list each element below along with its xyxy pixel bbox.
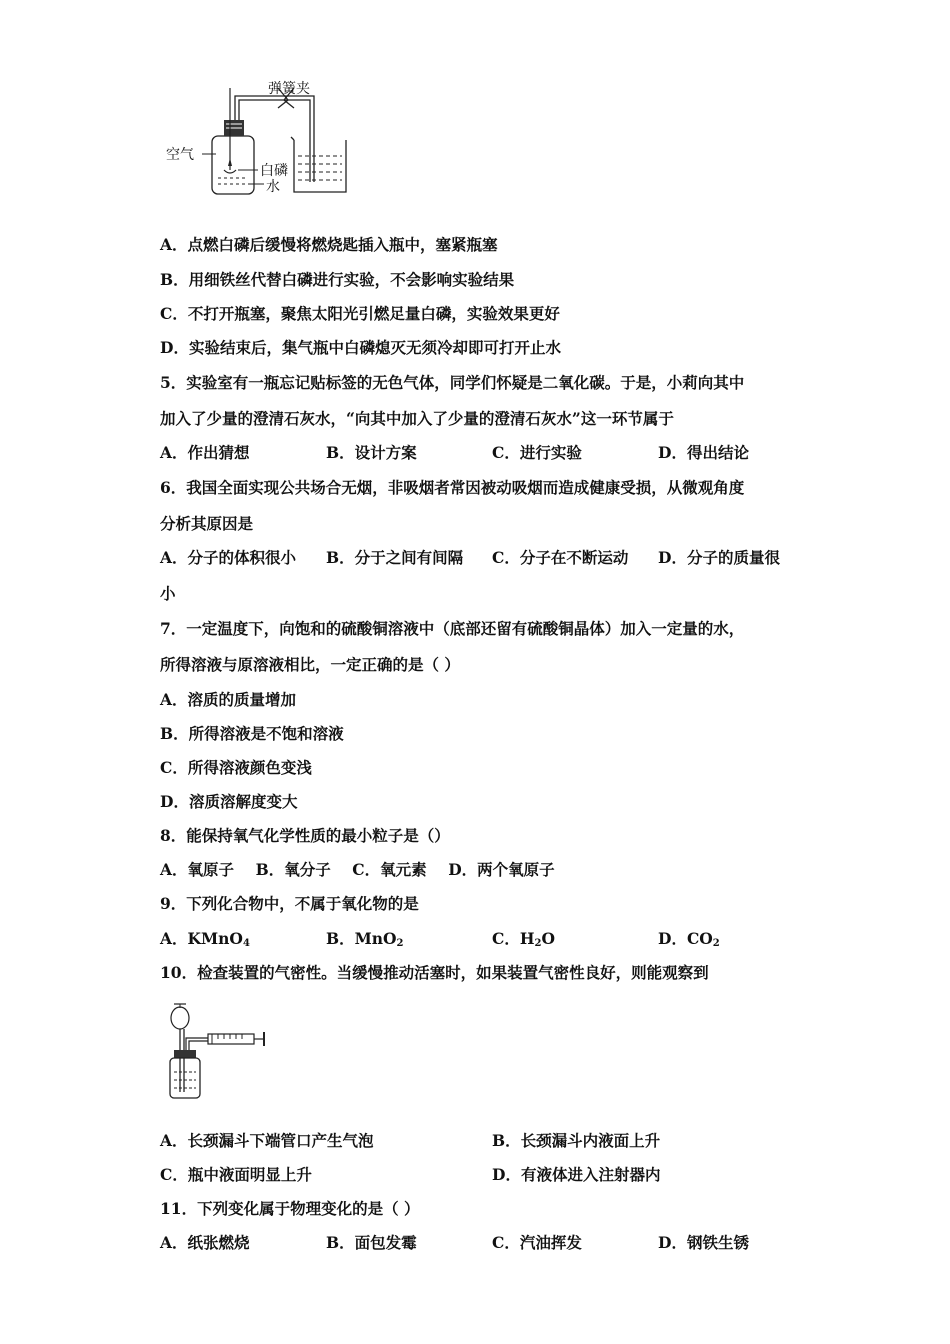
q8-stem: 8．能保持氧气化学性质的最小粒子是（） [160,826,450,845]
q7-option-c: C．所得溶液颜色变浅 [160,758,312,777]
q10-option-d: D．有液体进入注射器内 [492,1165,661,1184]
q4-option-a: A．点燃白磷后缓慢将燃烧匙插入瓶中，塞紧瓶塞 [160,235,498,254]
q9-option-b: B．MnO$_2$ [326,929,404,949]
q11-option-b: B．面包发霉 [326,1233,417,1252]
q8-options: A．氧原子 B．氧分子 C．氧元素 D．两个氧原子 [160,860,555,879]
q11-option-d: D．钢铁生锈 [658,1233,749,1252]
q6-option-b: B．分于之间有间隔 [326,548,464,567]
q5-option-a: A．作出猜想 [160,443,250,462]
label-white-phosphorus: 白磷 [260,163,288,179]
label-air: 空气 [166,147,194,163]
q11-option-c: C．汽油挥发 [492,1233,582,1252]
q6-option-d: D．分子的质量很 [658,548,780,567]
apparatus-figure-1 [160,78,360,203]
q11-stem: 11．下列变化属于物理变化的是（ ） [160,1199,420,1218]
q9-option-c: C．$H_2O$ [492,929,555,949]
label-water: 水 [266,179,280,195]
q6-option-d-continued: 小 [160,584,176,603]
q4-option-b: B．用细铁丝代替白磷进行实验，不会影响实验结果 [160,270,515,289]
q9-option-a: A．KMnO$_4$ [160,929,250,949]
q10-stem: 10．检查装置的气密性。当缓慢推动活塞时，如果装置气密性良好，则能观察到 [160,963,709,982]
q5-stem-line2: 加入了少量的澄清石灰水，“向其中加入了少量的澄清石灰水”这一环节属于 [160,409,674,428]
q5-option-d: D．得出结论 [658,443,749,462]
q5-option-b: B．设计方案 [326,443,417,462]
apparatus-drawing-2 [160,998,280,1103]
q5-option-c: C．进行实验 [492,443,582,462]
q4-option-c: C．不打开瓶塞，聚焦太阳光引燃足量白磷，实验效果更好 [160,304,560,323]
q9-option-d: D．$CO_2$ [658,929,720,949]
q6-option-c: C．分子在不断运动 [492,548,629,567]
apparatus-drawing-1 [160,78,360,203]
q11-option-a: A．纸张燃烧 [160,1233,250,1252]
q7-option-b: B．所得溶液是不饱和溶液 [160,724,344,743]
q7-stem-line1: 7．一定温度下，向饱和的硫酸铜溶液中（底部还留有硫酸铜晶体）加入一定量的水， [160,619,745,638]
label-clip: 弹簧夹 [268,81,310,97]
q7-option-d: D．溶质溶解度变大 [160,792,298,811]
q5-stem-line1: 5．实验室有一瓶忘记贴标签的无色气体，同学们怀疑是二氧化碳。于是，小莉向其中 [160,373,745,392]
q10-option-b: B．长颈漏斗内液面上升 [492,1131,661,1150]
q9-stem: 9．下列化合物中，不属于氧化物的是 [160,894,419,913]
apparatus-figure-2 [160,998,280,1103]
q6-stem-line2: 分析其原因是 [160,514,254,533]
q10-option-a: A．长颈漏斗下端管口产生气泡 [160,1131,374,1150]
q10-option-c: C．瓶中液面明显上升 [160,1165,312,1184]
q6-stem-line1: 6．我国全面实现公共场合无烟，非吸烟者常因被动吸烟而造成健康受损，从微观角度 [160,478,745,497]
q6-option-a: A．分子的体积很小 [160,548,297,567]
q7-option-a: A．溶质的质量增加 [160,690,297,709]
q4-option-d: D．实验结束后，集气瓶中白磷熄灭无须冷却即可打开止水 [160,338,561,357]
q7-stem-line2: 所得溶液与原溶液相比，一定正确的是（ ） [160,655,460,674]
